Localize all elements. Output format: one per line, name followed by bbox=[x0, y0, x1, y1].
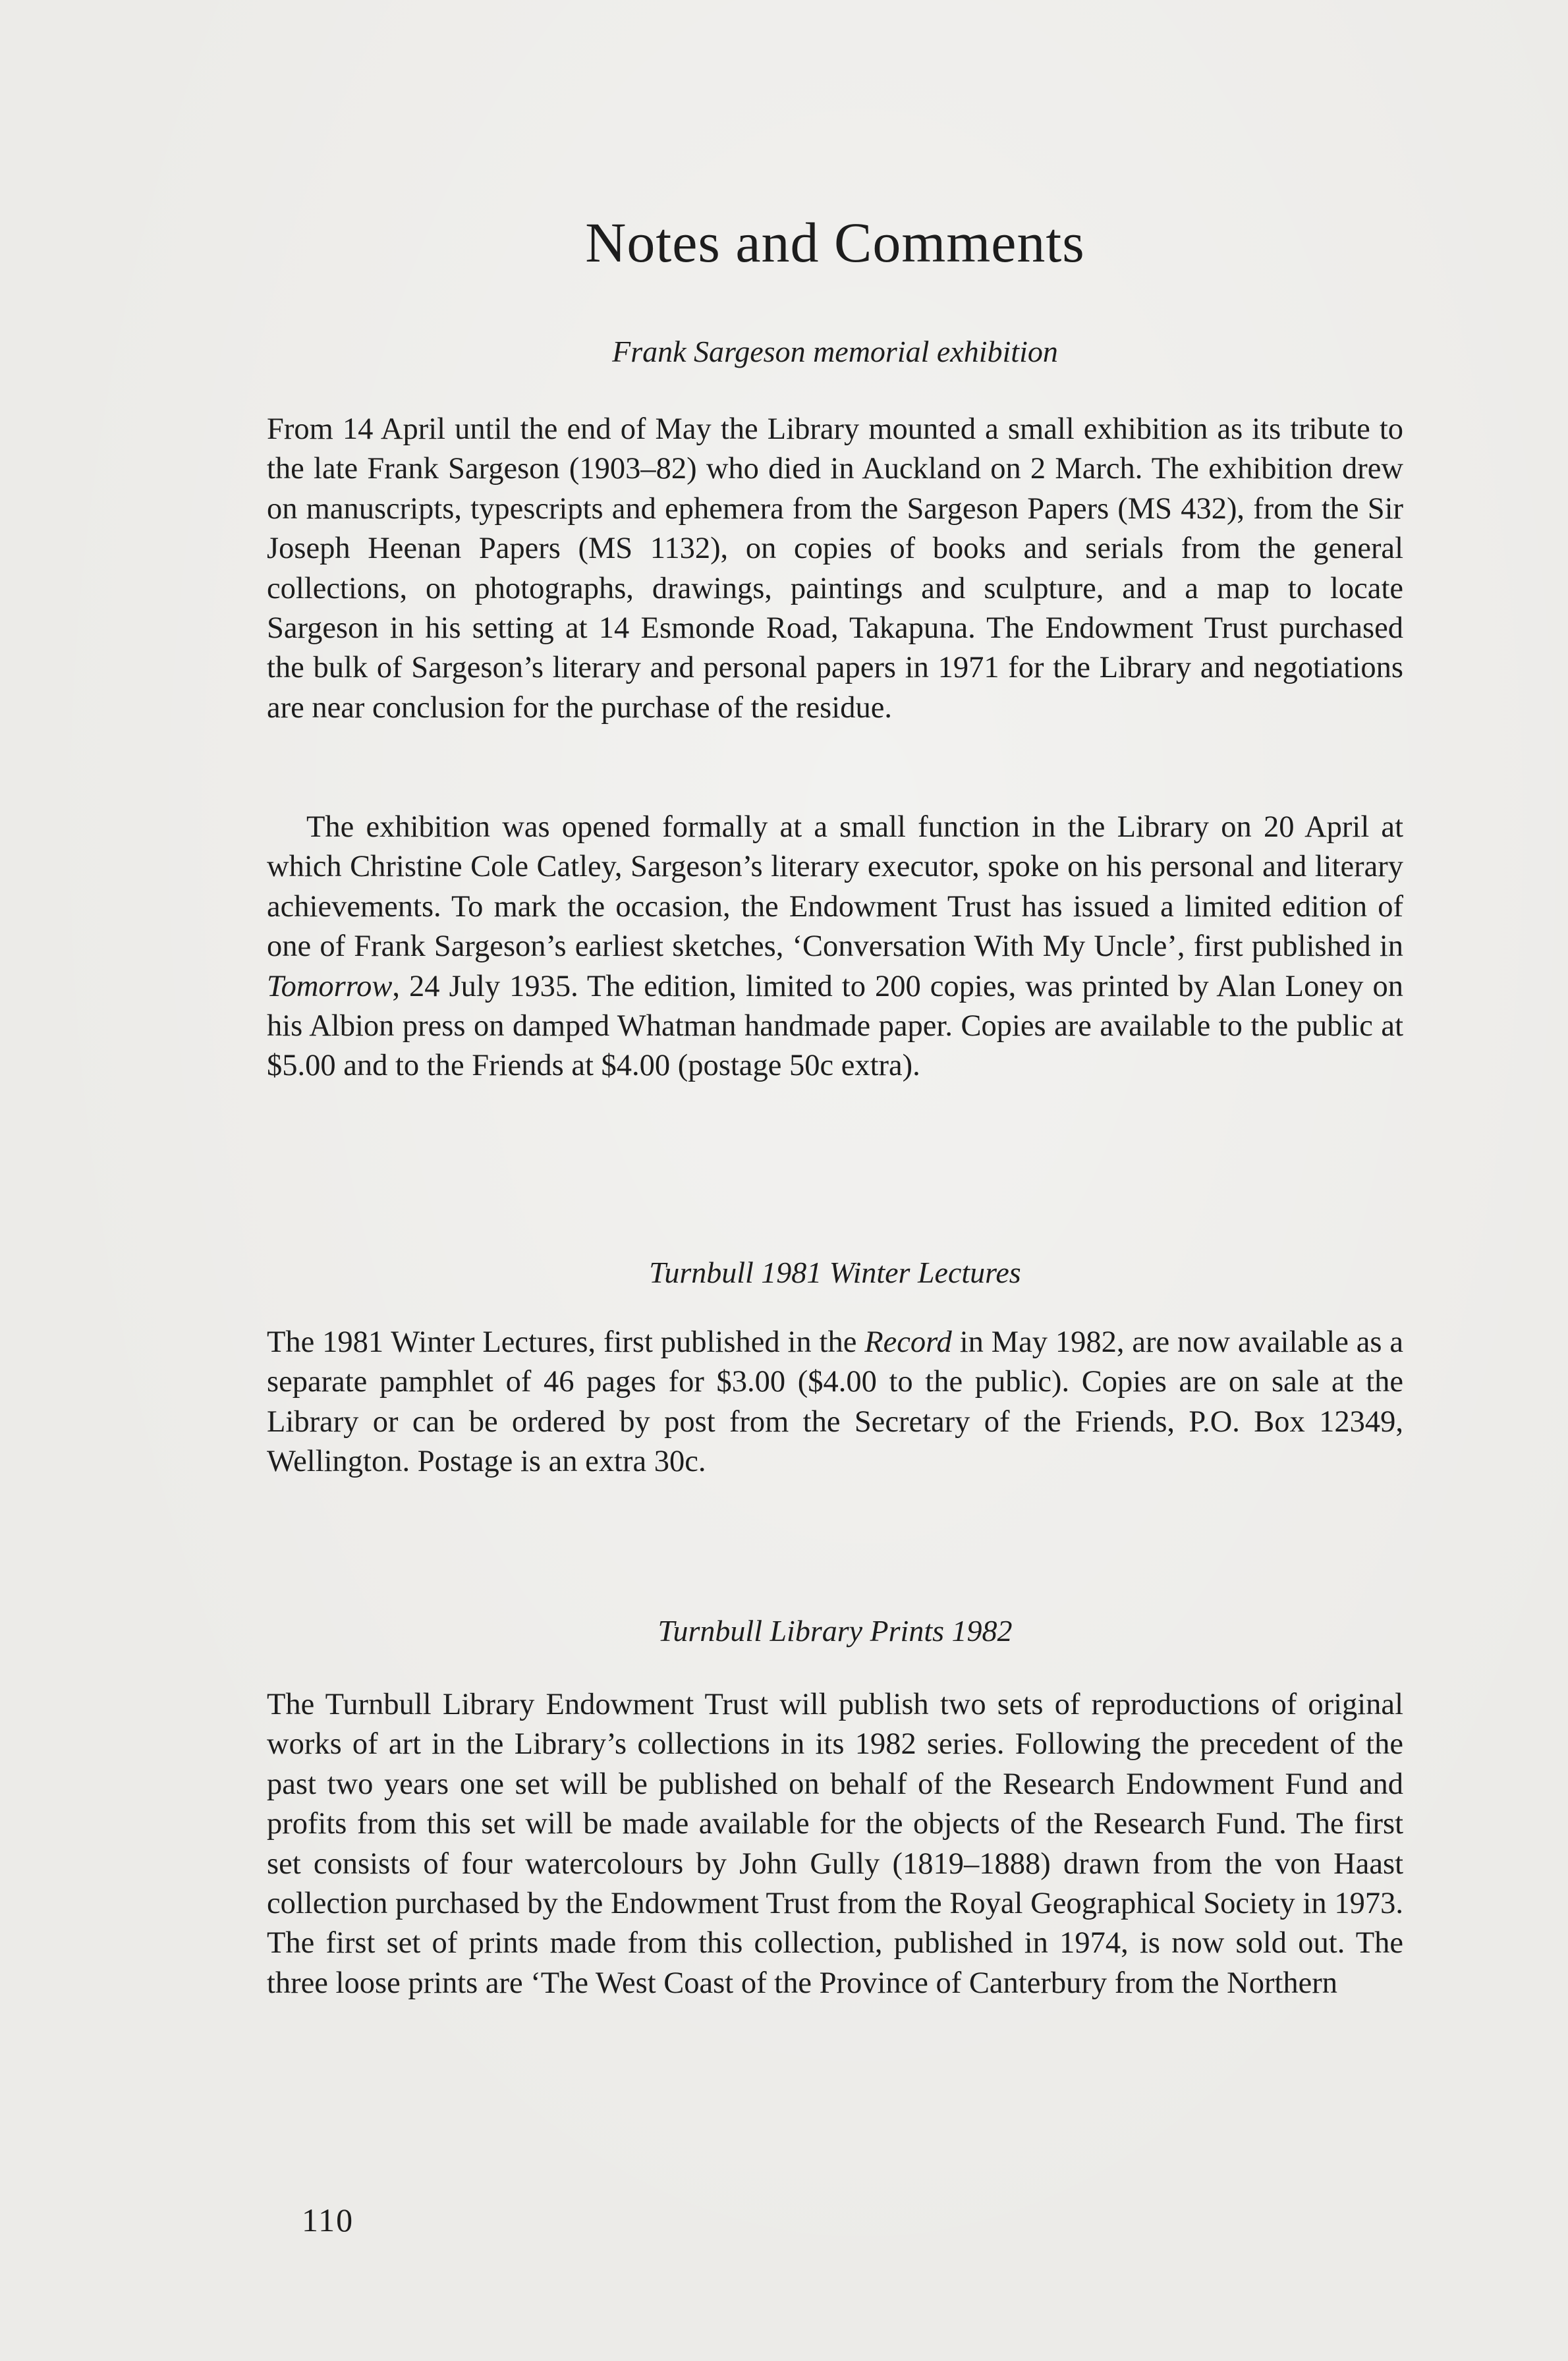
paragraph-library-prints: The Turnbull Library Endowment Trust will publish two sets of reproductions of original works of art in the Library’s collections in its 1982 series. Following the precedent of the past two years one set will be published on behalf of the Research Endowment Fund and profits from this set will be made available for the objects of the Research Fund. The first set consists of four watercolours by John Gully (1819–1888) drawn from the von Haast collection purchased by the Endowment Trust from the Royal Geographical Society in 1973. The first set of prints made from this collection, published in 1974, is now sold out. The three loose prints are ‘The West Coast of the Province of Canterbury from the Northern bbox=[267, 1688, 1403, 2000]
page-title: Notes and Comments bbox=[585, 211, 1085, 274]
section-heading-winter-lectures: Turnbull 1981 Winter Lectures bbox=[649, 1256, 1021, 1289]
paragraph-sargeson-1: From 14 April until the end of May the Library mounted a small exhibition as its tribute to the late Frank Sargeson (1903–82) who died in Auckland on 2 March. The exhibition drew on manuscripts, typescripts and ephemera from the Sargeson Papers (MS 432), from the Sir Joseph Heenan Papers (MS 1132), on copies of books and serials from the general collections, on photographs, drawings, paintings and sculpture, and a map to locate Sargeson in his setting at 14 Esmonde Road, Takapuna. The Endowment Trust purchased the bulk of Sargeson’s literary and personal papers in 1971 for the Library and negotiations are near conclusion for the purchase of the residue. bbox=[267, 412, 1403, 725]
paragraph-text: in May 1982, are now available as a separate pamphlet of 46 pages for $3.00 ($4.00 to the public). Copies are on sale at the Library or can be ordered by post from the Secretary of the Friends, P.O. Box 12349, Wellington. Postage is an extra 30c. bbox=[267, 1325, 1403, 1479]
page-number: 110 bbox=[302, 2202, 354, 2238]
periodical-title: Tomorrow bbox=[267, 969, 393, 1003]
paragraph-sargeson-2 bbox=[267, 808, 1403, 1086]
paragraph-text: The exhibition was opened formally at a small function in the Library on 20 April at which Christine Cole Catley, Sargeson’s literary executor, spoke on his personal and literary achievements. To mark the occasion, the Endowment Trust has issued a limited edition of one of Frank Sargeson’s earliest sketches, ‘Conversation With My Uncle’, first published in bbox=[267, 810, 1403, 964]
paragraph-text: The 1981 Winter Lectures, first published in the bbox=[267, 1325, 865, 1359]
section-heading-sargeson: Frank Sargeson memorial exhibition bbox=[612, 335, 1058, 368]
section-heading-library-prints: Turnbull Library Prints 1982 bbox=[658, 1614, 1013, 1648]
periodical-title: Record bbox=[864, 1325, 952, 1359]
paragraph-text: , 24 July 1935. The edition, limited to 200 copies, was printed by Alan Loney on his Albion press on damped Whatman handmade paper. Copies are available to the public at $5.00 and to the Friends at $4.00 (postage 50c extra). bbox=[267, 969, 1403, 1083]
paragraph-winter-lectures bbox=[267, 1323, 1403, 1482]
